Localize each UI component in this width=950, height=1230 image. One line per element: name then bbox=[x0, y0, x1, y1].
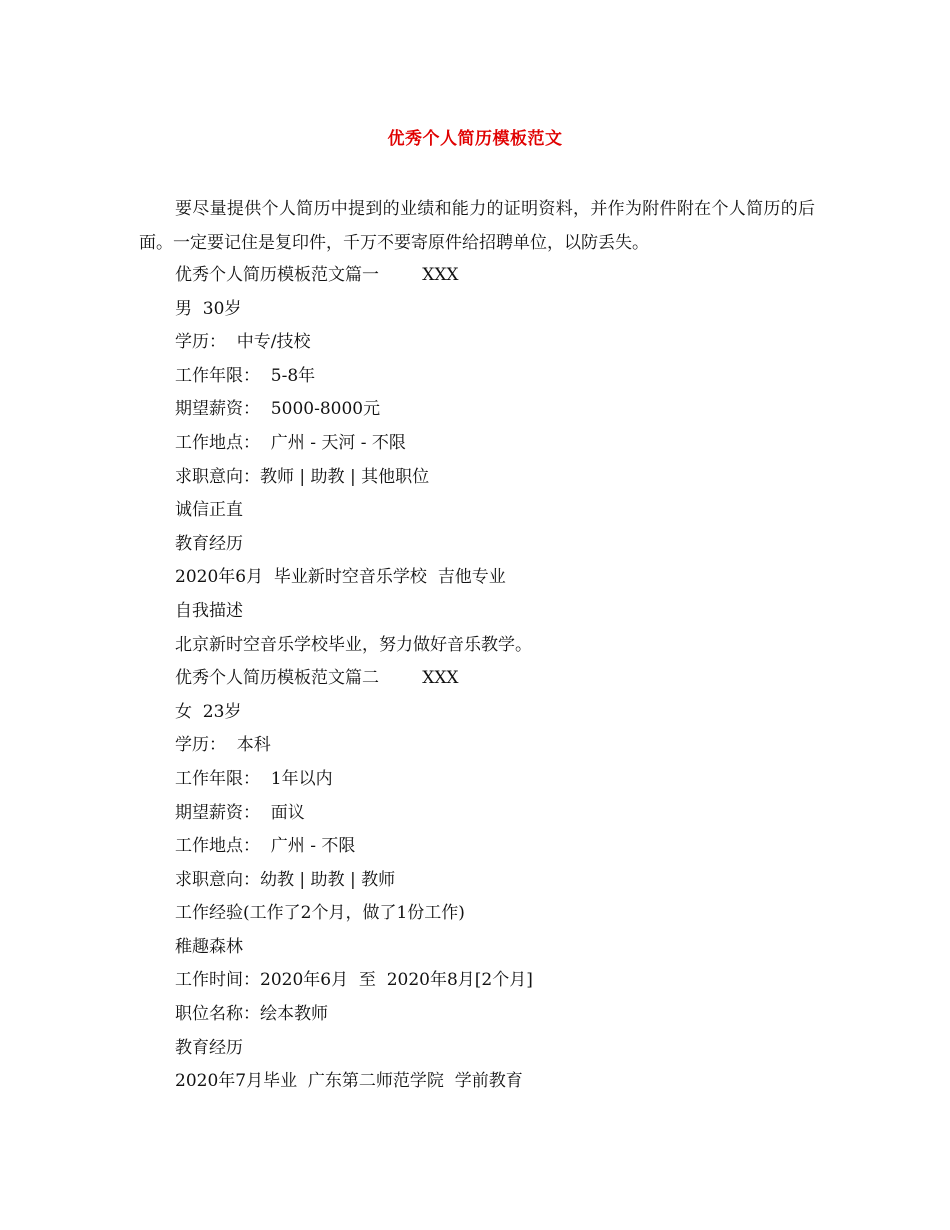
resume-lines bbox=[175, 259, 815, 1099]
line-section-one-heading: 优秀个人简历模板范文篇一 XXX bbox=[175, 265, 459, 285]
line-job-intention: 求职意向：幼教 | 助教 | 教师 bbox=[175, 869, 396, 890]
line-work-period: 工作时间：2020年6月 至 2020年8月[2个月] bbox=[175, 970, 533, 991]
line-expected-salary: 期望薪资： 面议 bbox=[175, 802, 305, 823]
line-employer: 稚趣森林 bbox=[175, 936, 243, 957]
line-education-entry: 2020年6月 毕业新时空音乐学校 吉他专业 bbox=[175, 567, 506, 588]
intro-paragraph: 要尽量提供个人简历中提到的业绩和能力的证明资料，并作为附件附在个人简历的后面。一定要记住是复印件，千万不要寄原件给招聘单位，以防丢失。 bbox=[139, 199, 815, 253]
line-work-experience: 工作经验(工作了2个月，做了1份工作) bbox=[175, 903, 465, 924]
line-education-entry: 2020年7月毕业 广东第二师范学院 学前教育 bbox=[175, 1071, 523, 1092]
line-work-location: 工作地点： 广州 - 天河 - 不限 bbox=[175, 432, 406, 453]
document-title: 优秀个人简历模板范文 bbox=[387, 129, 563, 149]
line-gender-age: 男 30岁 bbox=[175, 298, 242, 319]
line-trait: 诚信正直 bbox=[175, 500, 243, 521]
line-work-location: 工作地点： 广州 - 不限 bbox=[175, 836, 356, 857]
line-self-description-heading: 自我描述 bbox=[175, 600, 243, 621]
line-position-title: 职位名称：绘本教师 bbox=[175, 1004, 328, 1025]
line-work-years: 工作年限： 5-8年 bbox=[175, 365, 316, 386]
line-education-level: 学历： 中专/技校 bbox=[175, 332, 311, 353]
line-work-years: 工作年限： 1年以内 bbox=[175, 768, 333, 789]
line-expected-salary: 期望薪资： 5000-8000元 bbox=[175, 399, 381, 420]
line-education-heading: 教育经历 bbox=[175, 533, 243, 554]
line-education-level: 学历： 本科 bbox=[175, 735, 271, 756]
line-section-two-heading: 优秀个人简历模板范文篇二 XXX bbox=[175, 668, 459, 689]
line-education-heading: 教育经历 bbox=[175, 1037, 243, 1058]
line-gender-age: 女 23岁 bbox=[175, 701, 242, 722]
line-self-description: 北京新时空音乐学校毕业，努力做好音乐教学。 bbox=[175, 634, 532, 655]
line-job-intention: 求职意向：教师 | 助教 | 其他职位 bbox=[175, 466, 430, 487]
